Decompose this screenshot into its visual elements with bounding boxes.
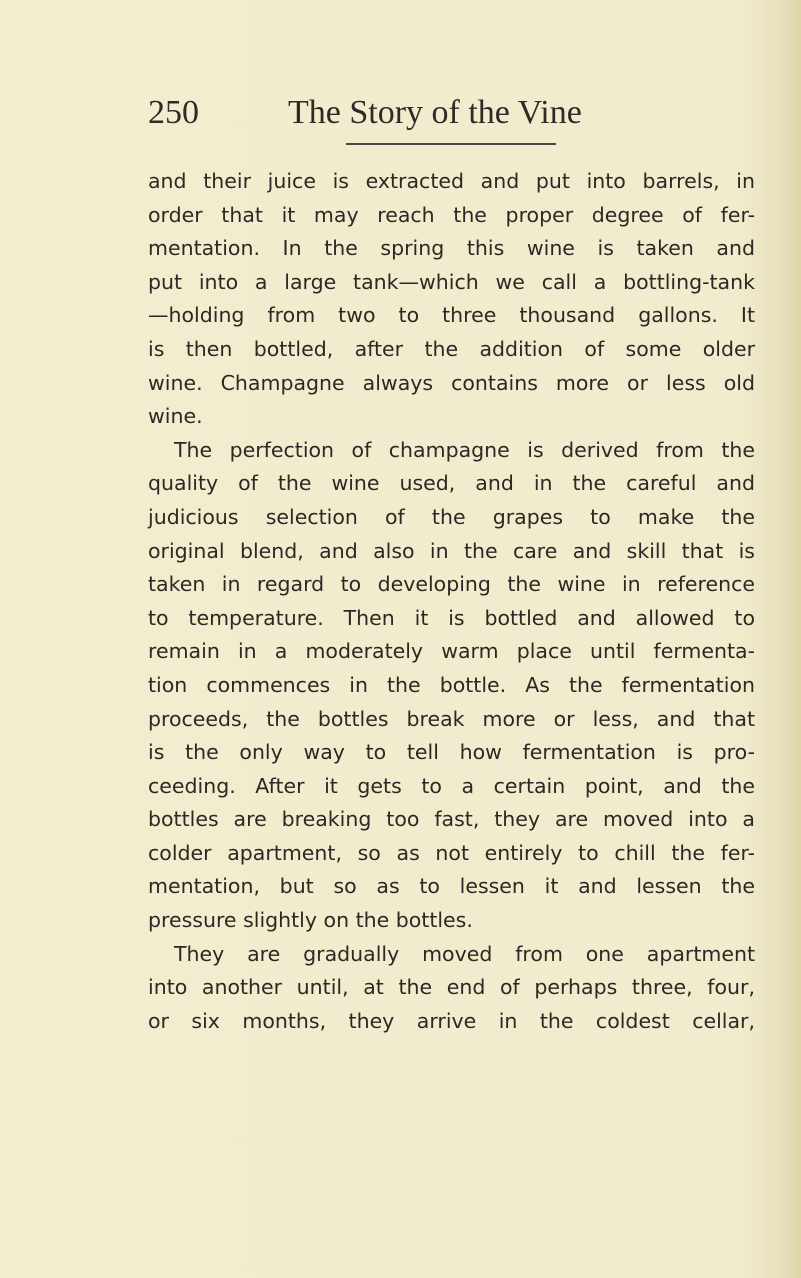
text-line: original blend, and also in the care and skill that is: [148, 538, 755, 563]
text-line: mentation, but so as to lessen it and lessen the: [148, 874, 755, 899]
text-line: quality of the wine used, and in the careful and: [148, 471, 755, 496]
text-line: into another until, at the end of perhaps three, four,: [148, 975, 755, 1000]
text-line: They are gradually moved from one apartment: [174, 941, 755, 966]
text-line: wine.: [148, 404, 203, 429]
text-line: and their juice is extracted and put into barrels, in: [148, 169, 755, 193]
text-line: pressure slightly on the bottles.: [148, 908, 473, 933]
text-line: order that it may reach the proper degree of fer-: [148, 202, 755, 227]
text-line: judicious selection of the grapes to make the: [148, 504, 755, 529]
text-line: —holding from two to three thousand gallons. It: [148, 303, 755, 328]
page-header: [148, 92, 648, 142]
text-line: is then bottled, after the addition of some older: [148, 336, 755, 361]
body-text: [148, 165, 755, 1038]
text-line: wine. Champagne always contains more or less old: [148, 370, 755, 395]
text-line: proceeds, the bottles break more or less, and that: [148, 706, 755, 731]
text-line: to temperature. Then it is bottled and allowed to: [148, 605, 755, 630]
text-line: is the only way to tell how fermentation is pro-: [148, 740, 755, 765]
text-line: The perfection of champagne is derived from the: [174, 437, 755, 462]
text-line: ceeding. After it gets to a certain point, and the: [148, 773, 755, 798]
text-line: bottles are breaking too fast, they are moved into a: [148, 807, 755, 832]
page-number: 250: [148, 94, 199, 131]
running-title: The Story of the Vine: [288, 94, 582, 131]
header-rule: [346, 143, 556, 145]
text-line: remain in a moderately warm place until fermenta-: [148, 639, 755, 664]
text-line: taken in regard to developing the wine in reference: [148, 572, 755, 597]
text-line: or six months, they arrive in the coldest cellar,: [148, 1008, 755, 1033]
text-line: tion commences in the bottle. As the fermentation: [148, 672, 755, 697]
text-line: mentation. In the spring this wine is taken and: [148, 236, 755, 261]
text-line: put into a large tank—which we call a bottling-tank: [148, 269, 755, 294]
text-line: colder apartment, so as not entirely to chill the fer-: [148, 840, 755, 865]
